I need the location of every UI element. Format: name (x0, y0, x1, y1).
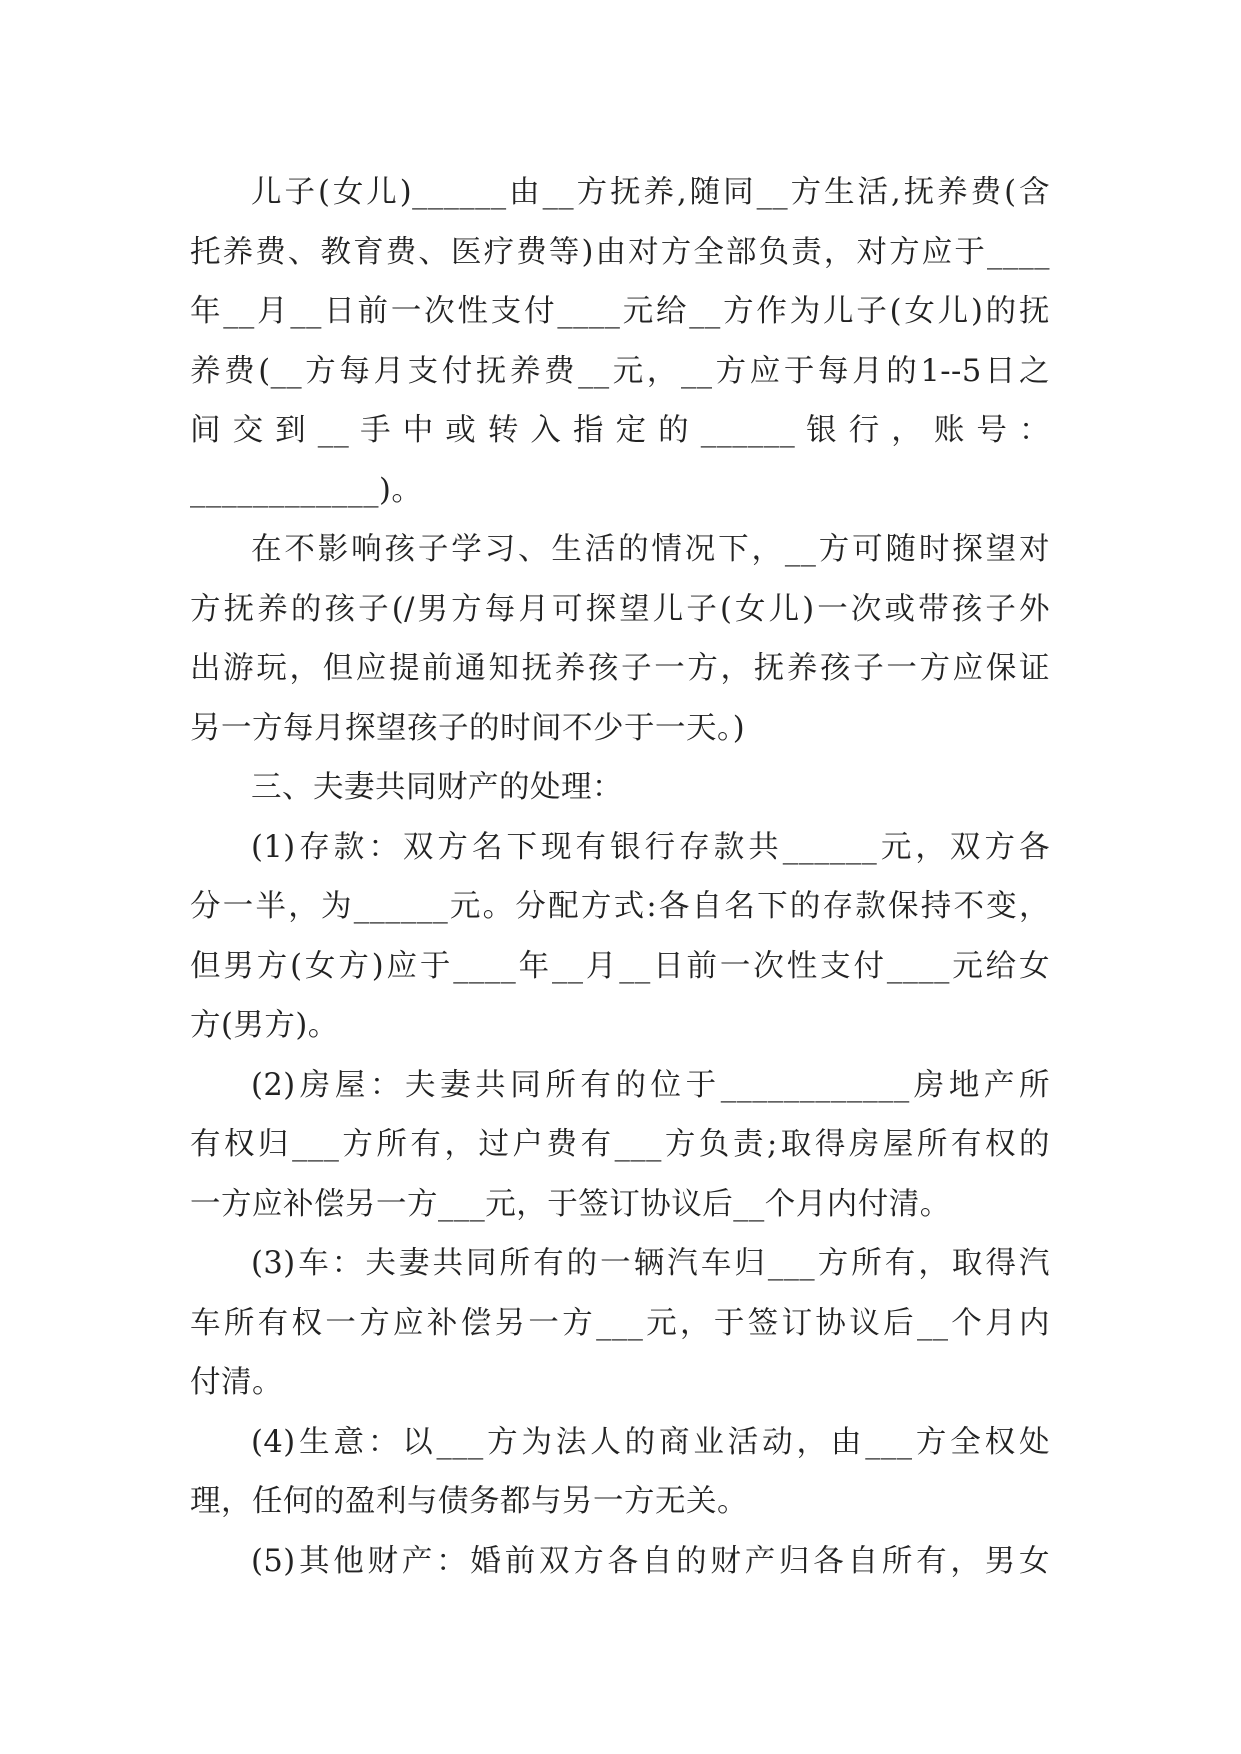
text-line: 分一半，为______元。分配方式:各自名下的存款保持不变， (190, 889, 1050, 924)
text-line: (1)存款：双方名下现有银行存款共______元，双方各 (251, 829, 1050, 865)
text-line: 有权归___方所有，过户费有___方负责;取得房屋所有权的 (190, 1127, 1050, 1162)
text-line: (5)其他财产：婚前双方各自的财产归各自所有，男女 (251, 1543, 1050, 1579)
text-line: ____________)。 (190, 472, 423, 508)
paragraph-custody (190, 163, 1050, 520)
document-page (190, 163, 1050, 1591)
text-line: 三、夫妻共同财产的处理： (251, 770, 623, 805)
text-line: 儿子(女儿)______由__方抚养,随同__方生活,抚养费(含 (251, 175, 1050, 210)
paragraph-other-property (190, 1532, 1050, 1592)
text-line: 出游玩，但应提前通知抚养孩子一方，抚养孩子一方应保证 (190, 651, 1050, 686)
paragraph-car (190, 1234, 1050, 1413)
text-line: 理，任何的盈利与债务都与另一方无关。 (190, 1484, 748, 1519)
section-heading-property (190, 758, 1050, 818)
text-line: 一方应补偿另一方___元，于签订协议后__个月内付清。 (190, 1186, 951, 1222)
text-line: 车所有权一方应补偿另一方___元，于签订协议后__个月内 (190, 1305, 1050, 1341)
text-line: 托养费、教育费、医疗费等)由对方全部负责，对方应于____ (190, 234, 1050, 270)
text-line: 但男方(女方)应于____年__月__日前一次性支付____元给女 (190, 948, 1050, 984)
text-line: 方抚养的孩子(/男方每月可探望儿子(女儿)一次或带孩子外 (190, 591, 1050, 627)
text-line: 养费(__方每月支付抚养费__元，__方应于每月的1--5日之 (190, 353, 1050, 389)
text-line: (2)房屋：夫妻共同所有的位于____________房地产所 (251, 1067, 1050, 1103)
paragraph-house (190, 1056, 1050, 1235)
text-line: 方(男方)。 (190, 1008, 339, 1043)
text-line: 年__月__日前一次性支付____元给__方作为儿子(女儿)的抚 (190, 294, 1050, 329)
text-line: 间 交 到 __ 手 中 或 转 入 指 定 的 ______ 银 行 ， 账 号 ： (190, 413, 1050, 448)
paragraph-deposits (190, 818, 1050, 1056)
paragraph-visitation (190, 520, 1050, 758)
text-line: 在不影响孩子学习、生活的情况下，__方可随时探望对 (251, 532, 1050, 567)
text-line: (4)生意：以___方为法人的商业活动，由___方全权处 (251, 1424, 1050, 1460)
text-line: (3)车：夫妻共同所有的一辆汽车归___方所有，取得汽 (251, 1246, 1050, 1281)
text-line: 另一方每月探望孩子的时间不少于一天。) (190, 710, 746, 746)
paragraph-business (190, 1413, 1050, 1532)
text-line: 付清。 (190, 1365, 283, 1400)
